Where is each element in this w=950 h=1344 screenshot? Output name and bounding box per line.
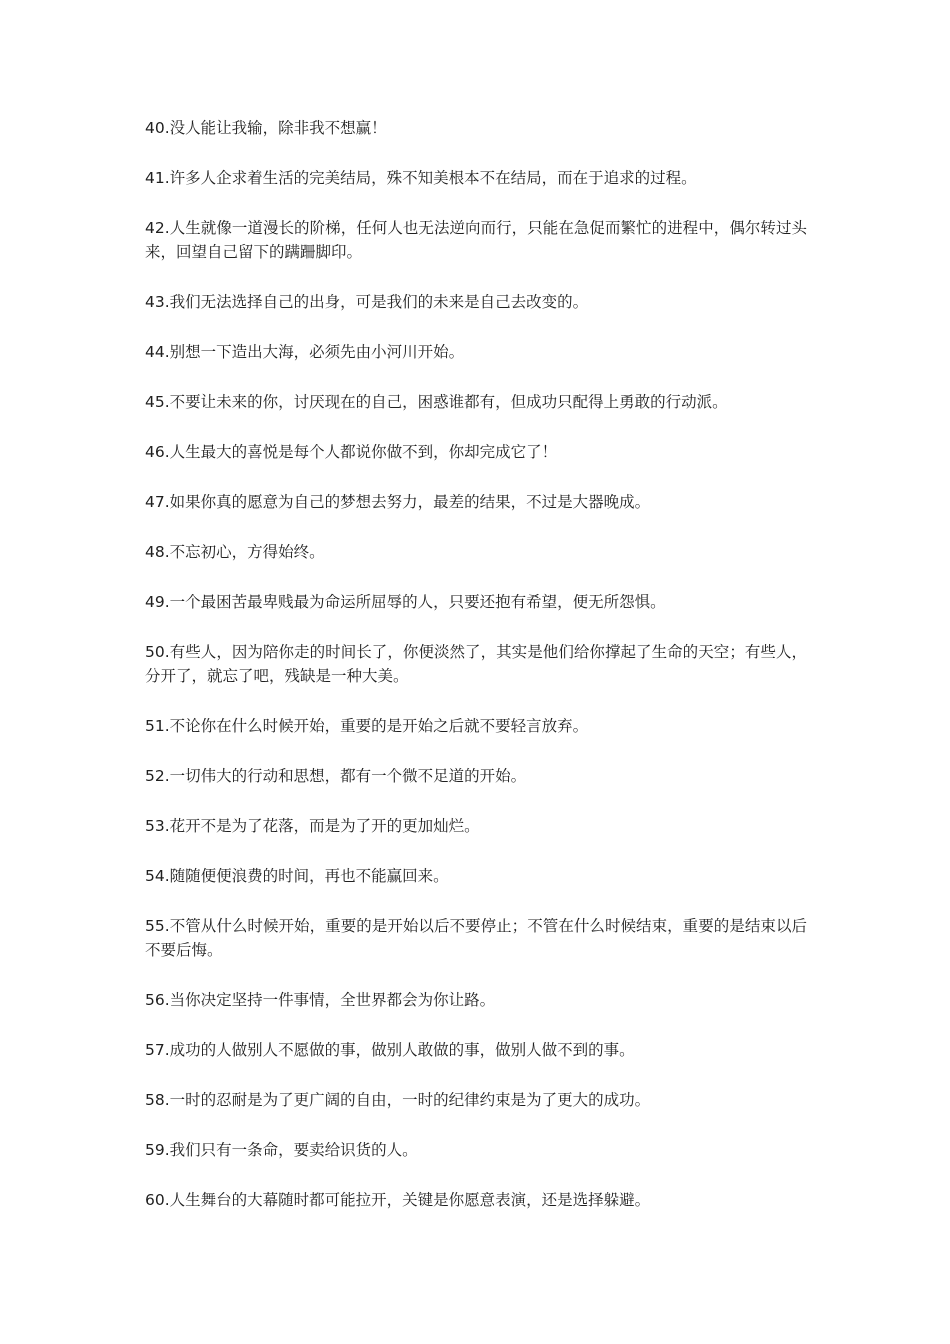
quote-paragraph-57: 57.成功的人做别人不愿做的事，做别人敢做的事，做别人做不到的事。 xyxy=(145,1041,635,1059)
quote-paragraph-46: 46.人生最大的喜悦是每个人都说你做不到，你却完成它了！ xyxy=(145,443,558,461)
quote-paragraph-58: 58.一时的忍耐是为了更广阔的自由，一时的纪律约束是为了更大的成功。 xyxy=(145,1091,651,1109)
quote-paragraph-40: 40.没人能让我输，除非我不想赢！ xyxy=(145,119,387,137)
quote-paragraph-49: 49.一个最困苦最卑贱最为命运所屈辱的人，只要还抱有希望，便无所怨惧。 xyxy=(145,593,666,611)
quote-paragraph-42: 42.人生就像一道漫长的阶梯，任何人也无法逆向而行，只能在急促而繁忙的进程中，偶尔转过头来，回望自己留下的蹒跚脚印。 xyxy=(145,219,807,261)
quote-paragraph-43: 43.我们无法选择自己的出身，可是我们的未来是自己去改变的。 xyxy=(145,293,589,311)
quote-paragraph-48: 48.不忘初心，方得始终。 xyxy=(145,543,325,561)
quote-paragraph-55: 55.不管从什么时候开始，重要的是开始以后不要停止；不管在什么时候结束，重要的是结束以后不要后悔。 xyxy=(145,917,807,959)
quote-list xyxy=(145,116,807,1238)
quote-paragraph-54: 54.随随便便浪费的时间，再也不能赢回来。 xyxy=(145,867,449,885)
quote-paragraph-47: 47.如果你真的愿意为自己的梦想去努力，最差的结果，不过是大器晚成。 xyxy=(145,493,651,511)
quote-paragraph-56: 56.当你决定坚持一件事情，全世界都会为你让路。 xyxy=(145,991,496,1009)
quote-paragraph-60: 60.人生舞台的大幕随时都可能拉开，关键是你愿意表演，还是选择躲避。 xyxy=(145,1191,651,1209)
quote-paragraph-53: 53.花开不是为了花落，而是为了开的更加灿烂。 xyxy=(145,817,480,835)
quote-paragraph-51: 51.不论你在什么时候开始，重要的是开始之后就不要轻言放弃。 xyxy=(145,717,589,735)
quote-paragraph-50: 50.有些人，因为陪你走的时间长了，你便淡然了，其实是他们给你撑起了生命的天空；有些人，分开了，就忘了吧，残缺是一种大美。 xyxy=(145,643,807,685)
quote-paragraph-52: 52.一切伟大的行动和思想，都有一个微不足道的开始。 xyxy=(145,767,527,785)
quote-paragraph-45: 45.不要让未来的你，讨厌现在的自己，困惑谁都有，但成功只配得上勇敢的行动派。 xyxy=(145,393,728,411)
quote-paragraph-44: 44.别想一下造出大海，必须先由小河川开始。 xyxy=(145,343,465,361)
quote-paragraph-59: 59.我们只有一条命，要卖给识货的人。 xyxy=(145,1141,418,1159)
quote-paragraph-41: 41.许多人企求着生活的完美结局，殊不知美根本不在结局，而在于追求的过程。 xyxy=(145,169,697,187)
